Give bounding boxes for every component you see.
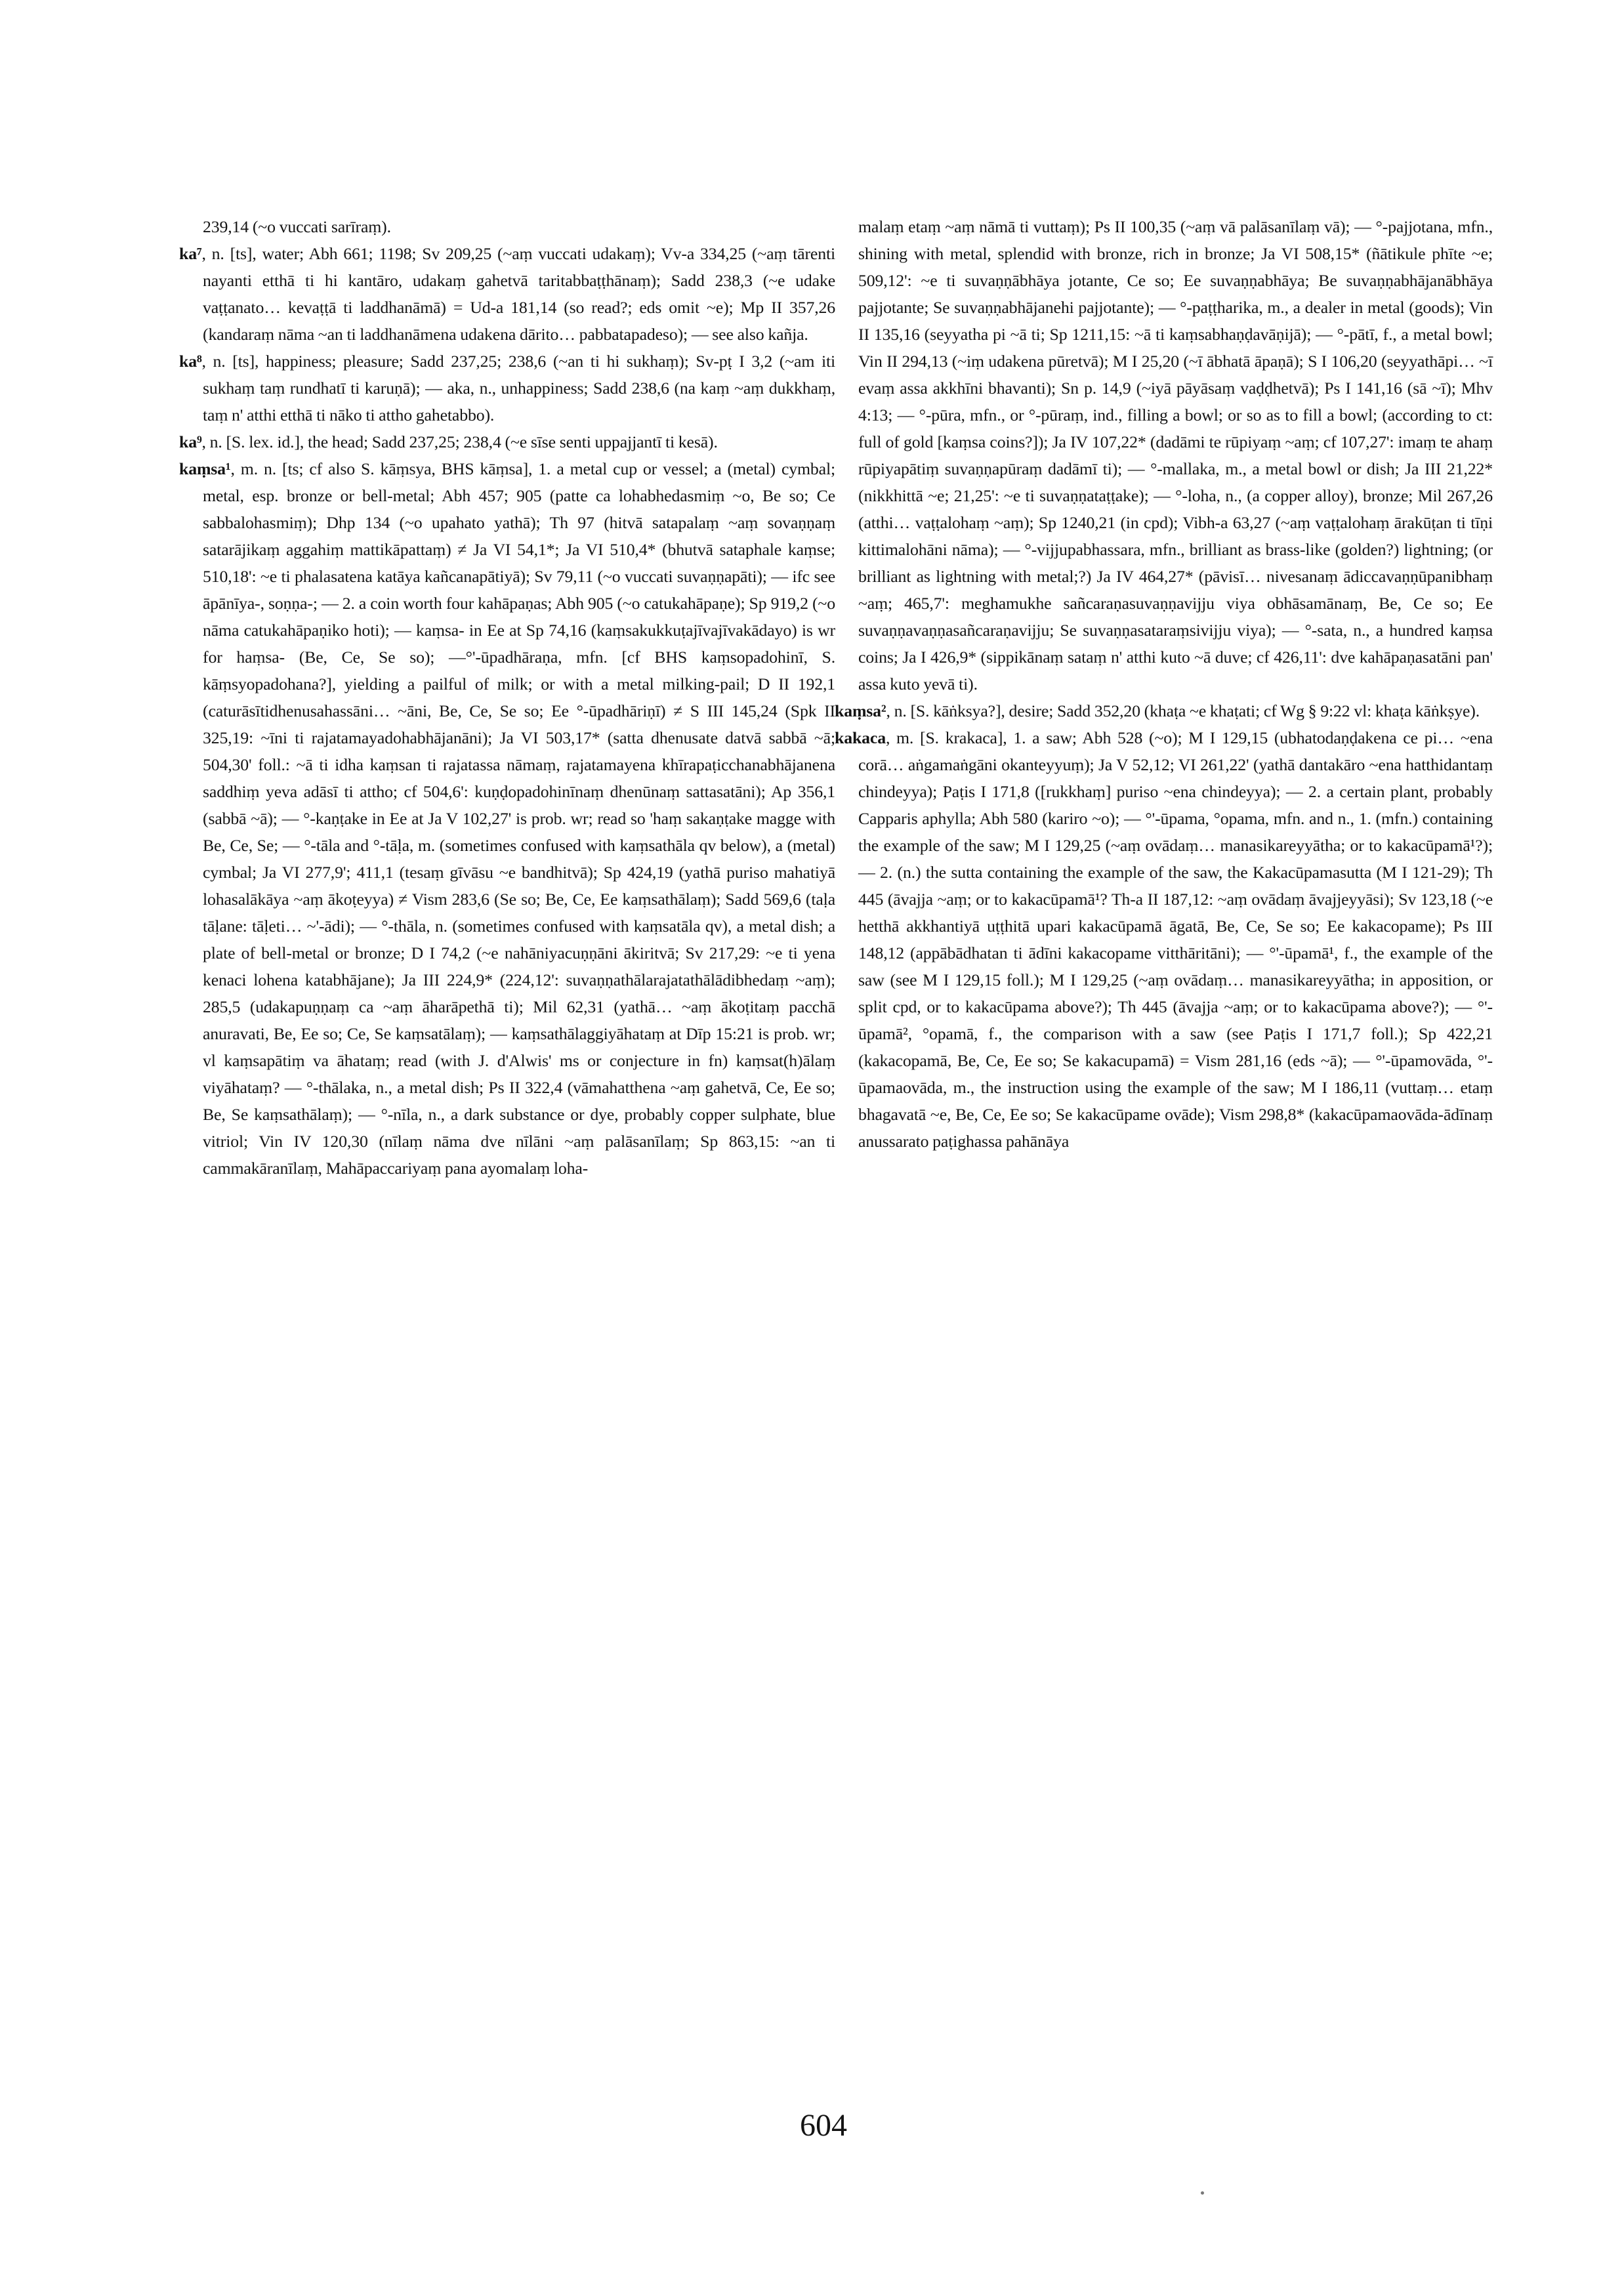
entry-headword: kaṃsa¹ bbox=[179, 459, 231, 478]
dictionary-entry bbox=[835, 697, 1493, 724]
entry-text: , n. [ts], happiness; pleasure; Sadd 237,25; 238,6 (~an ti hi sukhaṃ); Sv-pṭ I 3,2 (~am iti sukhaṃ taṃ rundhatī ti karuṇā); — aka, n., unhappiness; Sadd 238,6 (na kaṃ ~aṃ dukkhaṃ, taṃ n' atthi etthā ti nāko ti attho gahetabbo). bbox=[201, 352, 835, 424]
right-column bbox=[835, 213, 1493, 1155]
entry-text: , n. [S. lex. id.], the head; Sadd 237,25; 238,4 (~e sīse senti uppajjantī ti kesā). bbox=[201, 432, 718, 451]
entry-text: 239,14 (~o vuccati sarīraṃ). bbox=[203, 217, 391, 236]
dictionary-entry bbox=[179, 348, 835, 428]
dictionary-entry bbox=[179, 428, 835, 455]
page-number: 604 bbox=[800, 2108, 847, 2143]
dictionary-entry bbox=[835, 724, 1493, 1155]
scan-speck bbox=[1201, 2191, 1204, 2195]
entry-text: , n. [S. kāṅksya?], desire; Sadd 352,20 (khaṭa ~e khaṭati; cf Wg § 9:22 vl: khaṭa kāṅkṣye). bbox=[886, 701, 1480, 720]
entry-continuation bbox=[179, 213, 835, 240]
entry-continuation bbox=[835, 213, 1493, 697]
entry-headword: ka⁹ bbox=[179, 432, 202, 451]
entry-headword: ka⁸ bbox=[179, 352, 202, 371]
entry-text: malaṃ etaṃ ~aṃ nāmā ti vuttaṃ); Ps II 100,35 (~aṃ vā palāsanīlaṃ vā); — °-pajjotana, mfn., shining with metal, splendid with bronze, rich in bronze; Ja VI 508,15* (ñātikule phīte ~e; 509,12': ~e ti suvaṇṇābhāya jotante, Ce so; Ee suvaṇṇabhāya; Be suvaṇṇabhājanābhāya pajjotante; Se suvaṇṇabhājanehi pajjotante); — °-paṭṭharika, m., a dealer in metal (goods); Vin II 135,16 (seyyatha pi ~ā ti; Sp 1211,15: ~ā ti kaṃsabhaṇḍavāṇijā); — °-pātī, f., a metal bowl; Vin II 294,13 (~iṃ udakena pūretvā); M I 25,20 (~ī ābhatā āpaṇā); S I 106,20 (seyyathāpi… ~ī evaṃ assa akkhīni bhavanti); Sn p. 14,9 (~iyā pāyāsaṃ vaḍḍhetvā); Ps I 141,16 (sā ~ī); Mhv 4:13; — °-pūra, mfn., or °-pūraṃ, ind., filling a bowl; or so as to fill a bowl; (according to ct: full of gold [kaṃsa coins?]); Ja IV 107,22* (dadāmi te rūpiyaṃ ~aṃ; cf 107,27': imaṃ te ahaṃ rūpiyapātiṃ suvaṇṇapūraṃ dadāmī ti); — °-mallaka, m., a metal bowl or dish; Ja III 21,22* (nikkhittā ~e; 21,25': ~e ti suvaṇṇataṭṭake); — °-loha, n., (a copper alloy), bronze; Mil 267,26 (atthi… vaṭṭalohaṃ ~aṃ); Sp 1240,21 (in cpd); Vibh-a 63,27 (~aṃ vaṭṭalohaṃ ārakūṭan ti tīṇi kittimalohāni nāma); — °-vijjupabhassara, mfn., brilliant as brass-like (golden?) lightning; (or brilliant as lightning with metal;?) Ja IV 464,27* (pāvisī… nivesanaṃ ādiccavaṇṇūpanibhaṃ ~aṃ; 465,7': meghamukhe sañcaraṇasuvaṇṇavijju viya obhāsamānaṃ, Be, Ce so; Ee suvaṇṇavaṇṇasañcaraṇavijju; Se suvaṇṇasataraṃsivijju viya); — °-sata, n., a hundred kaṃsa coins; Ja I 426,9* (sippikānaṃ sataṃ n' atthi kuto ~ā duve; cf 426,11': dve kahāpaṇasatāni pan' assa kuto yevā ti). bbox=[858, 217, 1493, 693]
entry-headword: kakaca bbox=[835, 728, 886, 747]
dictionary-entry bbox=[179, 240, 835, 348]
entry-text: , m. [S. krakaca], 1. a saw; Abh 528 (~o); M I 129,15 (ubhatodaṇḍakena ce pi… ~ena corā… aṅgamaṅgāni okanteyyuṃ); Ja V 52,12; VI 261,22' (yathā dantakāro ~ena hatthidantaṃ chindeyya); Paṭis I 171,8 ([rukkhaṃ] puriso ~ena chindeyya); — 2. a certain plant, probably Capparis aphylla; Abh 580 (kariro ~o); — °'-ūpama, °opama, mfn. and n., 1. (mfn.) containing the example of the saw; M I 129,25 (~aṃ ovādaṃ… manasikareyyātha; or to kakacūpamā¹?); — 2. (n.) the sutta containing the example of the saw, the Kakacūpamasutta (M I 121-29); Th 445 (āvajja ~aṃ; or to kakacūpamā¹? Th-a II 187,12: ~aṃ ovādaṃ āvajjeyyāsi); Sv 123,18 (~e hetthā akkhantiyā uṭṭhitā upari kakacūpamā āgatā, Be, Ce, Se so; Ee kakacopame); Ps III 148,12 (appābādhatan ti ādīni kakacopame vitthāritāni); — °'-ūpamā¹, f., the example of the saw (see M I 129,15 foll.); M I 129,25 (~aṃ ovādaṃ… manasikareyyātha; in apposition, or split cpd, or to kakacūpama above?); Th 445 (āvajja ~aṃ; or to kakacūpama above?); — °'-ūpamā², °opamā, f., the comparison with a saw (see Paṭis I 171,7 foll.); Sp 422,21 (kakacopamā, Be, Ce, Ee so; Se kakacupamā) = Vism 281,16 (eds ~ā); — °'-ūpamovāda, °'-ūpamaovāda, m., the instruction using the example of the saw; M I 186,11 (vuttaṃ… etaṃ bhagavatā ~e, Be, Ce, Ee so; Se kakacūpame ovāde); Vism 298,8* (kakacūpamaovāda-ādīnaṃ anussarato paṭighassa pahānāya bbox=[858, 728, 1493, 1151]
dictionary-entry bbox=[179, 455, 835, 1182]
entry-text: , n. [ts], water; Abh 661; 1198; Sv 209,25 (~aṃ vuccati udakaṃ); Vv-a 334,25 (~aṃ tārenti nayanti etthā ti hi kantāro, udakaṃ gahetvā taritabbaṭṭhānaṃ); Sadd 238,3 (~e udake vaṭṭanato… kevaṭṭā ti laddhanāmā) = Ud-a 181,14 (so read?; eds omit ~e); Mp II 357,26 (kandaraṃ nāma ~an ti laddhanāmena udakena dārito… pabbatapadeso); — see also kañja. bbox=[201, 244, 835, 344]
left-column bbox=[179, 213, 835, 1182]
entry-text: , m. n. [ts; cf also S. kāṃsya, BHS kāṃsa], 1. a metal cup or vessel; a (metal) cymbal; metal, esp. bronze or bell-metal; Abh 457; 905 (patte ca lohabhedasmiṃ ~o, Be so; Ce sabbalohasmiṃ); Dhp 134 (~o upahato yathā); Th 97 (hitvā satapalaṃ ~aṃ sovaṇṇaṃ satarājikaṃ aggahiṃ mattikāpattaṃ) ≠ Ja VI 54,1*; Ja VI 510,4* (bhutvā sataphale kaṃse; 510,18': ~e ti phalasatena katāya kañcanapātiyā); Sv 79,11 (~o vuccati suvaṇṇapāti); — ifc see āpānīya-, soṇṇa-; — 2. a coin worth four kahāpaṇas; Abh 905 (~o catukahāpaṇe); Sp 919,2 (~o nāma catukahāpaṇiko hoti); — kaṃsa- in Ee at Sp 74,16 (kaṃsakukkuṭajīvajīvakādayo) is wr for haṃsa- (Be, Ce, Se so); —°'-ūpadhāraṇa, mfn. [cf BHS kaṃsopadohinī, S. kāṃsyopadohana?], yielding a pailful of milk; or with a metal milking-pail; D II 192,1 (caturāsītidhenusahassāni… ~āni, Be, Ce, Se so; Ee °-ūpadhāriṇī) ≠ S III 145,24 (Spk II 325,19: ~īni ti rajatamayadohabhājanāni); Ja VI 503,17* (satta dhenusate datvā sabbā ~ā; 504,30' foll.: ~ā ti idha kaṃsan ti rajatassa nāmaṃ, rajatamayena khīrapaṭicchanabhājanena saddhiṃ yeva adāsī ti attho; cf 504,6': kuṇḍopadohinīnaṃ dhenūnaṃ sattasatāni); Ap 356,1 (sabbā ~ā); — °-kaṇṭake in Ee at Ja V 102,27' is prob. wr; read so 'haṃ sakaṇṭake magge with Be, Ce, Se; — °-tāla and °-tāḷa, m. (sometimes confused with kaṃsathāla qv below), a (metal) cymbal; Ja VI 277,9'; 411,1 (tesaṃ gīvāsu ~e bandhitvā); Sp 424,19 (yathā puriso mahatiyā lohasalākāya ~aṃ ākoṭeyya) ≠ Vism 283,6 (Se so; Be, Ce, Ee kaṃsathālaṃ); Sadd 569,6 (taḷa tāḷane: tāḷeti… ~'-ādi); — °-thāla, n. (sometimes confused with kaṃsatāla qv), a metal dish; a plate of bell-metal or bronze; D I 74,2 (~e nahāniyacuṇṇāni ākiritvā; Sv 217,29: ~e ti yena kenaci lohena katabhājane); Ja III 224,9* (224,12': suvaṇṇathālarajatathālādibhedaṃ ~aṃ); 285,5 (udakapuṇṇaṃ ca ~aṃ āharāpethā ti); Mil 62,31 (yathā… ~aṃ ākoṭitaṃ pacchā anuravati, Be, Ee so; Ce, Se kaṃsatālaṃ); — kaṃsathālaggiyāhataṃ at Dīp 15:21 is prob. wr; vl kaṃsapātiṃ va āhataṃ; read (with J. d'Alwis' ms or conjecture in fn) kaṃsat(h)ālaṃ viyāhataṃ? — °-thālaka, n., a metal dish; Ps II 322,4 (vāmahatthena ~aṃ gahetvā, Ce, Ee so; Be, Se kaṃsathālaṃ); — °-nīla, n., a dark substance or dye, probably copper sulphate, blue vitriol; Vin IV 120,30 (nīlaṃ nāma dve nīlāni ~aṃ palāsanīlaṃ; Sp 863,15: ~an ti cammakāranīlaṃ, Mahāpaccariyaṃ pana ayomalaṃ loha- bbox=[203, 459, 835, 1178]
entry-headword: ka⁷ bbox=[179, 244, 202, 263]
entry-headword: kaṃsa² bbox=[835, 701, 886, 720]
